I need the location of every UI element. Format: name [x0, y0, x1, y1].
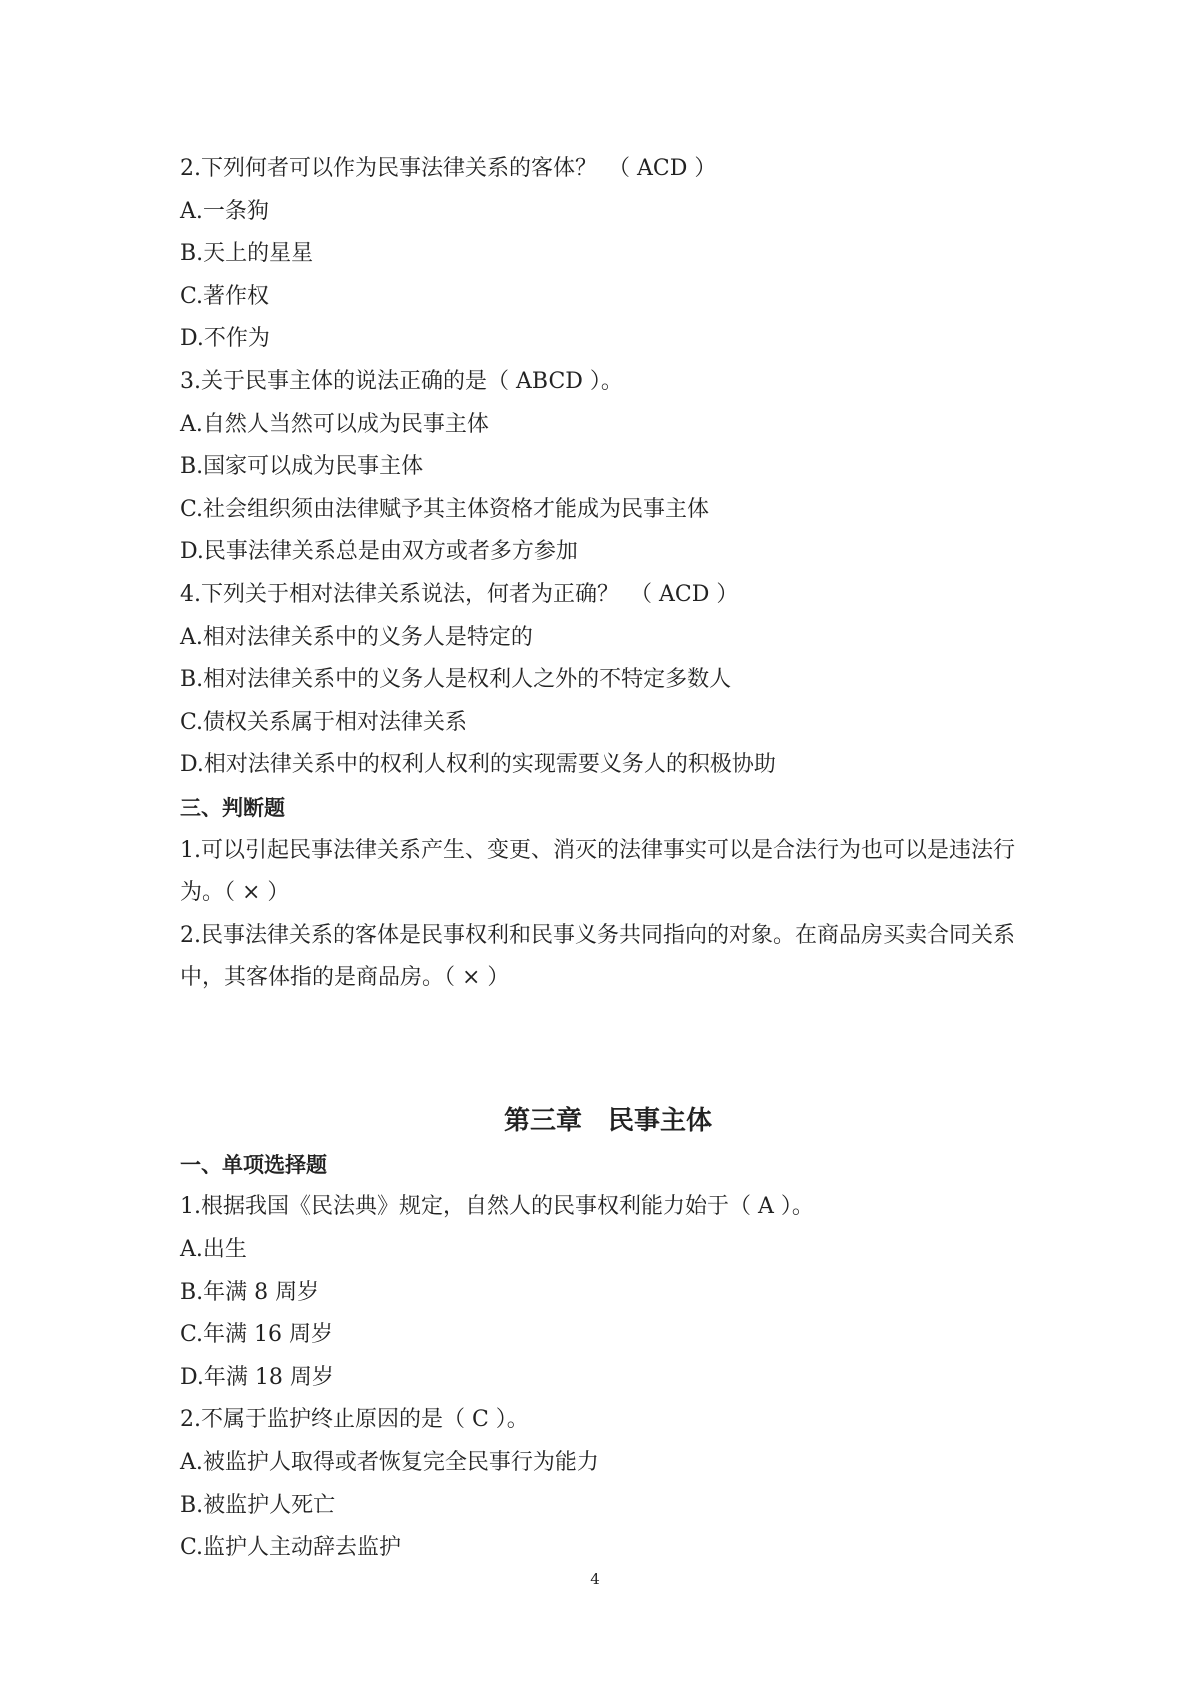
question-text: 4.下列关于相对法律关系说法，何者为正确？ （ ACD ） [180, 581, 739, 607]
section-gap [180, 1000, 1020, 1098]
question-text: 2.不属于监护终止原因的是（ C ）。 [180, 1407, 529, 1433]
page-number: 4 [590, 1570, 600, 1588]
option-b: B.相对法律关系中的义务人是权利人之外的不特定多数人 [180, 667, 732, 693]
page-content [180, 148, 1020, 1570]
section-heading: 三、判断题 [180, 795, 285, 820]
option-d: D.相对法律关系中的权利人权利的实现需要义务人的积极协助 [180, 752, 776, 778]
option-a: A.被监护人取得或者恢复完全民事行为能力 [180, 1450, 599, 1476]
question-text: 2.下列何者可以作为民事法律关系的客体？ （ ACD ） [180, 156, 717, 181]
option-c: C.社会组织须由法律赋予其主体资格才能成为民事主体 [180, 496, 710, 522]
judgment-item: 1.可以引起民事法律关系产生、变更、消灭的法律事实可以是合法行为也可以是违法行为。（ × ） [180, 837, 1015, 906]
option-a: A.出生 [180, 1237, 247, 1263]
chapter-title: 第三章 民事主体 [503, 1105, 712, 1136]
option-b: B.年满 8 周岁 [180, 1279, 320, 1305]
option-b: B.天上的星星 [180, 241, 314, 267]
judgment-item: 2.民事法律关系的客体是民事权利和民事义务共同指向的对象。在商品房买卖合同关系中，其客体指的是商品房。（ × ） [180, 922, 1015, 991]
option-c: C.著作权 [180, 283, 270, 309]
question-text: 1.根据我国《民法典》规定，自然人的民事权利能力始于（ A ）。 [180, 1194, 814, 1220]
option-d: D.不作为 [180, 326, 270, 352]
option-a: A.一条狗 [180, 198, 269, 224]
question-text: 3.关于民事主体的说法正确的是（ ABCD ）。 [180, 368, 623, 394]
section-heading: 一、单项选择题 [180, 1152, 327, 1177]
option-d: D.年满 18 周岁 [180, 1364, 334, 1390]
option-a: A.自然人当然可以成为民事主体 [180, 411, 489, 437]
option-a: A.相对法律关系中的义务人是特定的 [180, 624, 533, 650]
option-d: D.民事法律关系总是由双方或者多方参加 [180, 539, 578, 565]
option-c: C.债权关系属于相对法律关系 [180, 709, 468, 735]
option-c: C.年满 16 周岁 [180, 1322, 334, 1348]
option-b: B.被监护人死亡 [180, 1492, 336, 1518]
option-c: C.监护人主动辞去监护 [180, 1535, 402, 1561]
option-b: B.国家可以成为民事主体 [180, 454, 424, 480]
